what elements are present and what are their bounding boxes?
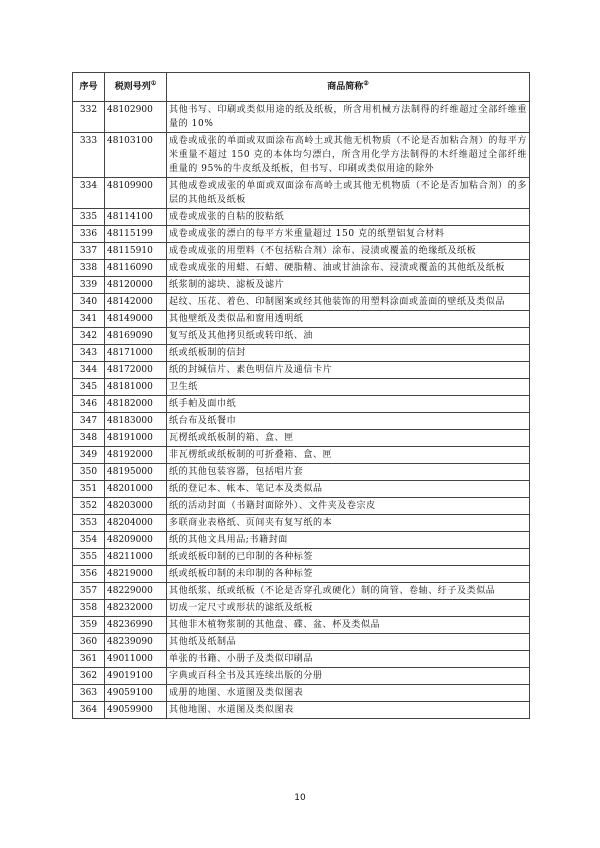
tariff-code: 48209000: [105, 532, 167, 549]
table-body: [73, 102, 530, 719]
table-row: [73, 396, 530, 413]
table-row: [73, 178, 530, 209]
row-number: 352: [73, 498, 105, 515]
table-row: [73, 617, 530, 634]
table-row: [73, 702, 530, 719]
product-name: 成卷或成张的自粘的胶粘纸: [167, 209, 530, 226]
row-number: 363: [73, 685, 105, 702]
tariff-code: 48120000: [105, 277, 167, 294]
tariff-code: 48149000: [105, 311, 167, 328]
row-number: 364: [73, 702, 105, 719]
tariff-code: 49059900: [105, 702, 167, 719]
product-name: 成卷或成张的用蜡、石蜡、硬脂精、油或甘油涂布、浸渍或覆盖的其他纸及纸板: [167, 260, 530, 277]
row-number: 343: [73, 345, 105, 362]
tariff-table: [72, 72, 530, 719]
row-number: 344: [73, 362, 105, 379]
table-row: [73, 481, 530, 498]
tariff-code: 48171000: [105, 345, 167, 362]
product-name: 成卷或成张的用塑料（不包括粘合剂）涂布、浸渍或覆盖的绝缘纸及纸板: [167, 243, 530, 260]
tariff-code: 48116090: [105, 260, 167, 277]
tariff-code: 48203000: [105, 498, 167, 515]
table-row: [73, 311, 530, 328]
table-row: [73, 345, 530, 362]
row-number: 353: [73, 515, 105, 532]
row-number: 355: [73, 549, 105, 566]
table-row: [73, 634, 530, 651]
tariff-code: 48115910: [105, 243, 167, 260]
product-name: 非瓦楞纸或纸板制的可折叠箱、盒、匣: [167, 447, 530, 464]
row-number: 340: [73, 294, 105, 311]
table-row: [73, 413, 530, 430]
product-name: 其他成卷或成张的单面或双面涂布高岭土或其他无机物质（不论是否加粘合剂）的多层的其他纸及纸板: [167, 178, 530, 209]
product-name: 复写纸及其他拷贝纸或转印纸、油: [167, 328, 530, 345]
tariff-code: 48172000: [105, 362, 167, 379]
row-number: 345: [73, 379, 105, 396]
product-name: 其他地图、水道图及类似图表: [167, 702, 530, 719]
table-row: [73, 102, 530, 133]
tariff-code: 48142000: [105, 294, 167, 311]
header-name-note: ②: [363, 80, 369, 87]
table-row: [73, 226, 530, 243]
header-name: [167, 73, 530, 102]
row-number: 358: [73, 600, 105, 617]
product-name: 瓦楞纸或纸板制的箱、盒、匣: [167, 430, 530, 447]
row-number: 336: [73, 226, 105, 243]
row-number: 337: [73, 243, 105, 260]
product-name: 其他纸及纸制品: [167, 634, 530, 651]
table-row: [73, 515, 530, 532]
table-row: [73, 209, 530, 226]
tariff-code: 48181000: [105, 379, 167, 396]
product-name: 纸的其他包装容器，包括唱片套: [167, 464, 530, 481]
product-name: 字典或百科全书及其连续出版的分册: [167, 668, 530, 685]
table-row: [73, 600, 530, 617]
header-code-label: 税则号列: [114, 82, 151, 92]
table-row: [73, 260, 530, 277]
header-no-label: 序号: [79, 82, 98, 92]
table-row: [73, 243, 530, 260]
table-row: [73, 464, 530, 481]
product-name: 纸或纸板制的信封: [167, 345, 530, 362]
header-no: [73, 73, 105, 102]
product-name: 成卷或成张的漂白的每平方米重量超过 150 克的纸塑铝复合材料: [167, 226, 530, 243]
tariff-code: 48204000: [105, 515, 167, 532]
tariff-code: 48115199: [105, 226, 167, 243]
row-number: 357: [73, 583, 105, 600]
row-number: 348: [73, 430, 105, 447]
product-name: 多联商业表格纸、页间夹有复写纸的本: [167, 515, 530, 532]
product-name: 起纹、压花、着色、印制图案或经其他装饰的用塑料涂面或盖面的壁纸及类似品: [167, 294, 530, 311]
row-number: 351: [73, 481, 105, 498]
row-number: 356: [73, 566, 105, 583]
table-row: [73, 685, 530, 702]
row-number: 349: [73, 447, 105, 464]
row-number: 354: [73, 532, 105, 549]
table-row: [73, 549, 530, 566]
table-row: [73, 447, 530, 464]
row-number: 332: [73, 102, 105, 133]
page-number: 10: [294, 793, 306, 803]
product-name: 纸或纸板印制的未印制的各种标签: [167, 566, 530, 583]
product-name: 纸的登记本、帐本、笔记本及类似品: [167, 481, 530, 498]
table-row: [73, 379, 530, 396]
tariff-code: 48103100: [105, 133, 167, 178]
tariff-code: 48169090: [105, 328, 167, 345]
table-row: [73, 277, 530, 294]
table-row: [73, 583, 530, 600]
row-number: 361: [73, 651, 105, 668]
product-name: 其他非木植物浆制的其他盘、碟、盆、杯及类似品: [167, 617, 530, 634]
table-row: [73, 498, 530, 515]
tariff-code: 48236990: [105, 617, 167, 634]
tariff-code: 48232000: [105, 600, 167, 617]
tariff-code: 48182000: [105, 396, 167, 413]
row-number: 359: [73, 617, 105, 634]
table-row: [73, 566, 530, 583]
product-name: 卫生纸: [167, 379, 530, 396]
table-row: [73, 133, 530, 178]
row-number: 335: [73, 209, 105, 226]
product-name: 其他纸浆、纸或纸板（不论是否穿孔或硬化）制的筒管、卷轴、纡子及类似品: [167, 583, 530, 600]
row-number: 346: [73, 396, 105, 413]
tariff-code: 48219000: [105, 566, 167, 583]
tariff-code: 49019100: [105, 668, 167, 685]
tariff-code: 48211000: [105, 549, 167, 566]
product-name: 切成一定尺寸或形状的滤纸及纸板: [167, 600, 530, 617]
row-number: 342: [73, 328, 105, 345]
product-name: 纸手帕及面巾纸: [167, 396, 530, 413]
tariff-code: 48229000: [105, 583, 167, 600]
row-number: 339: [73, 277, 105, 294]
tariff-code: 49011000: [105, 651, 167, 668]
tariff-code: 48195000: [105, 464, 167, 481]
tariff-code: 48239090: [105, 634, 167, 651]
product-name: 成卷或成张的单面或双面涂布高岭土或其他无机物质（不论是否加粘合剂）的每平方米重量不超过 150 克的本体均匀漂白，所含用化学方法制得的木纤维超过全部纤维重量的 95%的牛皮纸及纸板，但书写、印刷或类似用途的除外: [167, 133, 530, 178]
tariff-code: 49059100: [105, 685, 167, 702]
header-name-label: 商品简称: [327, 82, 364, 92]
tariff-code: 48109900: [105, 178, 167, 209]
row-number: 333: [73, 133, 105, 178]
product-name: 成册的地图、水道图及类似图表: [167, 685, 530, 702]
product-name: 纸的其他文具用品;书籍封面: [167, 532, 530, 549]
tariff-code: 48183000: [105, 413, 167, 430]
header-code: [105, 73, 167, 102]
tariff-code: 48102900: [105, 102, 167, 133]
table-row: [73, 430, 530, 447]
table-row: [73, 328, 530, 345]
tariff-code: 48192000: [105, 447, 167, 464]
row-number: 347: [73, 413, 105, 430]
product-name: 单张的书籍、小册子及类似印刷品: [167, 651, 530, 668]
product-name: 纸台布及纸餐巾: [167, 413, 530, 430]
tariff-code: 48191000: [105, 430, 167, 447]
table-row: [73, 651, 530, 668]
table-row: [73, 668, 530, 685]
tariff-code: 48114100: [105, 209, 167, 226]
row-number: 341: [73, 311, 105, 328]
header-code-note: ①: [150, 80, 157, 87]
product-name: 纸的封缄信片、素色明信片及通信卡片: [167, 362, 530, 379]
product-name: 其他书写、印刷或类似用途的纸及纸板，所含用机械方法制得的纤维超过全部纤维重量的 10%: [167, 102, 530, 133]
product-name: 纸浆制的滤块、滤板及滤片: [167, 277, 530, 294]
product-name: 纸或纸板印制的已印制的各种标签: [167, 549, 530, 566]
tariff-code: 48201000: [105, 481, 167, 498]
table-row: [73, 532, 530, 549]
table-row: [73, 362, 530, 379]
table-header-row: [73, 73, 530, 102]
product-name: 其他壁纸及类似品和窗用透明纸: [167, 311, 530, 328]
row-number: 334: [73, 178, 105, 209]
row-number: 338: [73, 260, 105, 277]
table-row: [73, 294, 530, 311]
row-number: 362: [73, 668, 105, 685]
row-number: 350: [73, 464, 105, 481]
product-name: 纸的活动封面（书籍封面除外）、文件夹及卷宗皮: [167, 498, 530, 515]
row-number: 360: [73, 634, 105, 651]
